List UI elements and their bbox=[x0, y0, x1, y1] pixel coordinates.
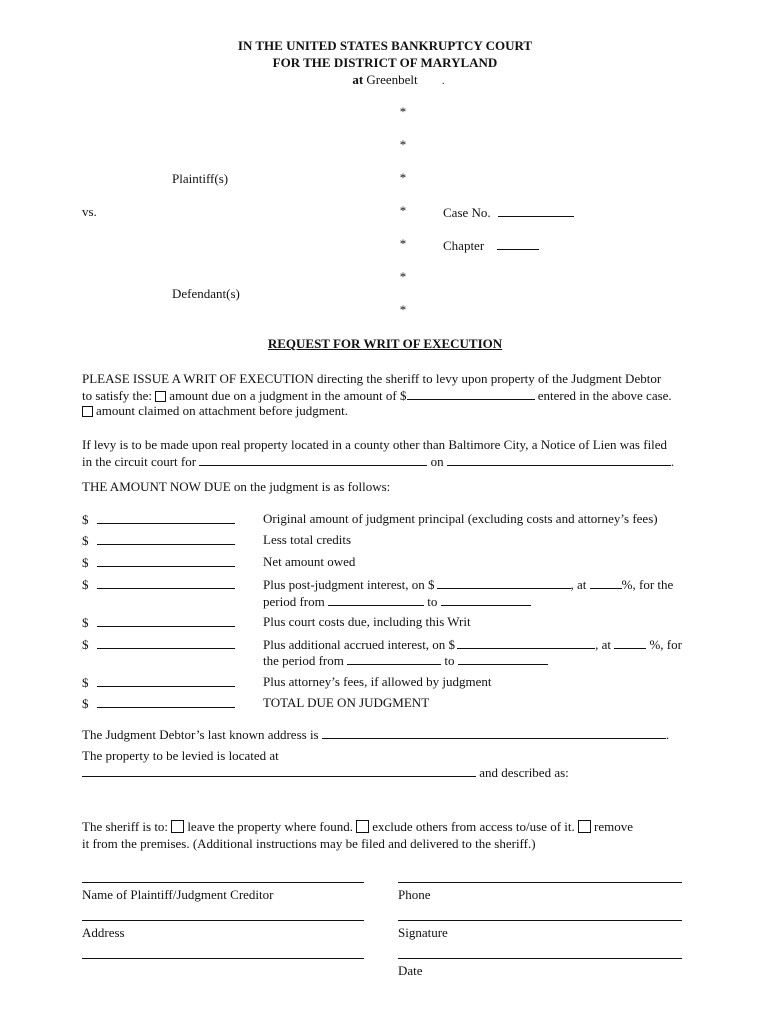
judgment-amount-checkbox[interactable] bbox=[155, 391, 166, 402]
attachment-label: amount claimed on attachment before judgment. bbox=[96, 403, 348, 418]
amount-row-6 bbox=[82, 636, 235, 653]
interest-principal-field[interactable] bbox=[437, 576, 571, 589]
amount-label: Plus additional accrued interest, on $ bbox=[263, 637, 456, 652]
caption-star: * bbox=[399, 104, 407, 119]
phone-label: Phone bbox=[398, 887, 431, 902]
intro-line-3 bbox=[82, 403, 348, 419]
rate-suffix-label: %, for bbox=[649, 637, 682, 652]
circuit-court-field[interactable] bbox=[199, 453, 427, 466]
levy-end: . bbox=[670, 454, 675, 469]
intro-prefix: to satisfy the: bbox=[82, 388, 153, 403]
judgment-amount-field[interactable] bbox=[407, 387, 535, 400]
debtor-address-field[interactable] bbox=[322, 726, 666, 739]
name-signature-line[interactable] bbox=[82, 882, 364, 883]
stray-mark: . bbox=[442, 76, 445, 87]
caption-star: * bbox=[399, 269, 407, 284]
phone-signature-line[interactable] bbox=[398, 882, 682, 883]
date-label: Date bbox=[398, 963, 423, 978]
amount-row-5 bbox=[82, 614, 235, 631]
accrued-interest-line-1 bbox=[263, 636, 682, 653]
signature-label: Signature bbox=[398, 925, 448, 940]
rate-at-label: , at bbox=[570, 577, 587, 592]
amount-field[interactable] bbox=[97, 695, 235, 708]
debtor-address-end: . bbox=[665, 727, 670, 742]
period-from-field[interactable] bbox=[347, 652, 441, 665]
amount-field[interactable] bbox=[97, 674, 235, 687]
amount-label: Less total credits bbox=[263, 532, 352, 547]
case-no-field[interactable] bbox=[498, 204, 574, 217]
address-signature-line[interactable] bbox=[82, 920, 364, 921]
intro-line-1: PLEASE ISSUE A WRIT OF EXECUTION directing the sheriff to levy upon property of the Judgment Debtor bbox=[82, 371, 662, 386]
amount-label: Plus court costs due, including this Writ bbox=[263, 614, 471, 629]
attachment-checkbox[interactable] bbox=[82, 406, 93, 417]
chapter-field[interactable] bbox=[497, 237, 539, 250]
amount-label: Plus post-judgment interest, on $ bbox=[263, 577, 435, 592]
amount-heading: THE AMOUNT NOW DUE on the judgment is as follows: bbox=[82, 479, 391, 494]
property-location-field[interactable] bbox=[82, 764, 476, 777]
address-label: Address bbox=[82, 925, 125, 940]
chapter-label: Chapter bbox=[443, 238, 485, 253]
judgment-amount-label: amount due on a judgment in the amount of $ bbox=[169, 388, 407, 403]
signature-line[interactable] bbox=[398, 920, 682, 921]
accrued-rate-field[interactable] bbox=[614, 636, 646, 649]
caption-star: * bbox=[399, 302, 407, 317]
vs-label: vs. bbox=[82, 204, 97, 219]
period-from-label: period from bbox=[263, 594, 325, 609]
debtor-address-label: The Judgment Debtor’s last known address is bbox=[82, 727, 319, 742]
accrued-interest-line-2 bbox=[263, 652, 548, 669]
amount-row-8 bbox=[82, 695, 235, 712]
interest-rate-field[interactable] bbox=[590, 576, 622, 589]
amount-label: Original amount of judgment principal (excluding costs and attorney’s fees) bbox=[263, 511, 658, 526]
court-location bbox=[0, 72, 770, 88]
amount-field[interactable] bbox=[97, 554, 235, 567]
sheriff-line-2: it from the premises. (Additional instructions may be filed and delivered to the sheriff.) bbox=[82, 836, 536, 851]
accrued-principal-field[interactable] bbox=[457, 636, 595, 649]
amount-row-2 bbox=[82, 532, 235, 549]
property-location-row bbox=[82, 764, 569, 781]
leave-property-label: leave the property where found. bbox=[187, 819, 353, 834]
case-no-label: Case No. bbox=[443, 205, 491, 220]
period-to-field[interactable] bbox=[458, 652, 548, 665]
lien-on-label: on bbox=[430, 454, 444, 469]
leave-property-checkbox[interactable] bbox=[171, 820, 184, 833]
date-signature-line[interactable] bbox=[398, 958, 682, 959]
plaintiff-label: Plaintiff(s) bbox=[172, 171, 229, 186]
sheriff-line-1 bbox=[82, 819, 633, 835]
amount-label: Net amount owed bbox=[263, 554, 356, 569]
caption-star: * bbox=[399, 203, 407, 218]
caption-star: * bbox=[399, 236, 407, 251]
court-location-prefix: at bbox=[352, 72, 364, 87]
currency-symbol: $ bbox=[82, 512, 89, 527]
form-title: REQUEST FOR WRIT OF EXECUTION bbox=[267, 336, 503, 351]
chapter-row bbox=[443, 237, 539, 254]
defendant-label: Defendant(s) bbox=[172, 286, 240, 301]
amount-field[interactable] bbox=[97, 511, 235, 524]
exclude-others-label: exclude others from access to/use of it. bbox=[372, 819, 575, 834]
post-judgment-interest-line-2 bbox=[263, 593, 531, 610]
post-judgment-interest-line-1 bbox=[263, 576, 673, 593]
intro-suffix: entered in the above case. bbox=[537, 388, 672, 403]
remove-property-label: remove bbox=[594, 819, 633, 834]
period-from-field[interactable] bbox=[328, 593, 424, 606]
court-district: FOR THE DISTRICT OF MARYLAND bbox=[272, 55, 498, 70]
circuit-court-label: in the circuit court for bbox=[82, 454, 197, 469]
currency-symbol: $ bbox=[82, 577, 89, 592]
currency-symbol: $ bbox=[82, 637, 89, 652]
debtor-address-row bbox=[82, 726, 669, 743]
rate-at-label: , at bbox=[595, 637, 611, 652]
amount-field[interactable] bbox=[97, 614, 235, 627]
amount-field[interactable] bbox=[97, 576, 235, 589]
currency-symbol: $ bbox=[82, 696, 89, 711]
currency-symbol: $ bbox=[82, 555, 89, 570]
amount-label: Plus attorney’s fees, if allowed by judgment bbox=[263, 674, 492, 689]
address-second-line[interactable] bbox=[82, 958, 364, 959]
caption-star: * bbox=[399, 170, 407, 185]
court-name: IN THE UNITED STATES BANKRUPTCY COURT bbox=[237, 38, 533, 53]
caption-star: * bbox=[399, 137, 407, 152]
lien-date-field[interactable] bbox=[447, 453, 671, 466]
period-from-label: the period from bbox=[263, 653, 344, 668]
amount-field[interactable] bbox=[97, 636, 235, 649]
amount-row-1 bbox=[82, 511, 235, 528]
exclude-others-checkbox[interactable] bbox=[356, 820, 369, 833]
period-to-field[interactable] bbox=[441, 593, 531, 606]
currency-symbol: $ bbox=[82, 615, 89, 630]
remove-property-checkbox[interactable] bbox=[578, 820, 591, 833]
case-no-row bbox=[443, 204, 574, 221]
court-location-name: Greenbelt bbox=[366, 72, 418, 87]
described-as-label: and described as: bbox=[479, 765, 569, 780]
amount-row-3 bbox=[82, 554, 235, 571]
period-to-label: to bbox=[444, 653, 455, 668]
amount-row-7 bbox=[82, 674, 235, 691]
amount-row-4 bbox=[82, 576, 235, 593]
amount-field[interactable] bbox=[97, 532, 235, 545]
rate-suffix-label: %, for the bbox=[621, 577, 674, 592]
amount-label: TOTAL DUE ON JUDGMENT bbox=[263, 695, 430, 710]
currency-symbol: $ bbox=[82, 675, 89, 690]
property-location-label: The property to be levied is located at bbox=[82, 748, 279, 763]
sheriff-prefix: The sheriff is to: bbox=[82, 819, 169, 834]
currency-symbol: $ bbox=[82, 533, 89, 548]
intro-line-2 bbox=[82, 387, 672, 404]
period-to-label: to bbox=[427, 594, 438, 609]
levy-line-1: If levy is to be made upon real property located in a county other than Baltimore City, a Notice of Lien was filed bbox=[82, 437, 668, 452]
levy-line-2 bbox=[82, 453, 674, 470]
name-label: Name of Plaintiff/Judgment Creditor bbox=[82, 887, 274, 902]
